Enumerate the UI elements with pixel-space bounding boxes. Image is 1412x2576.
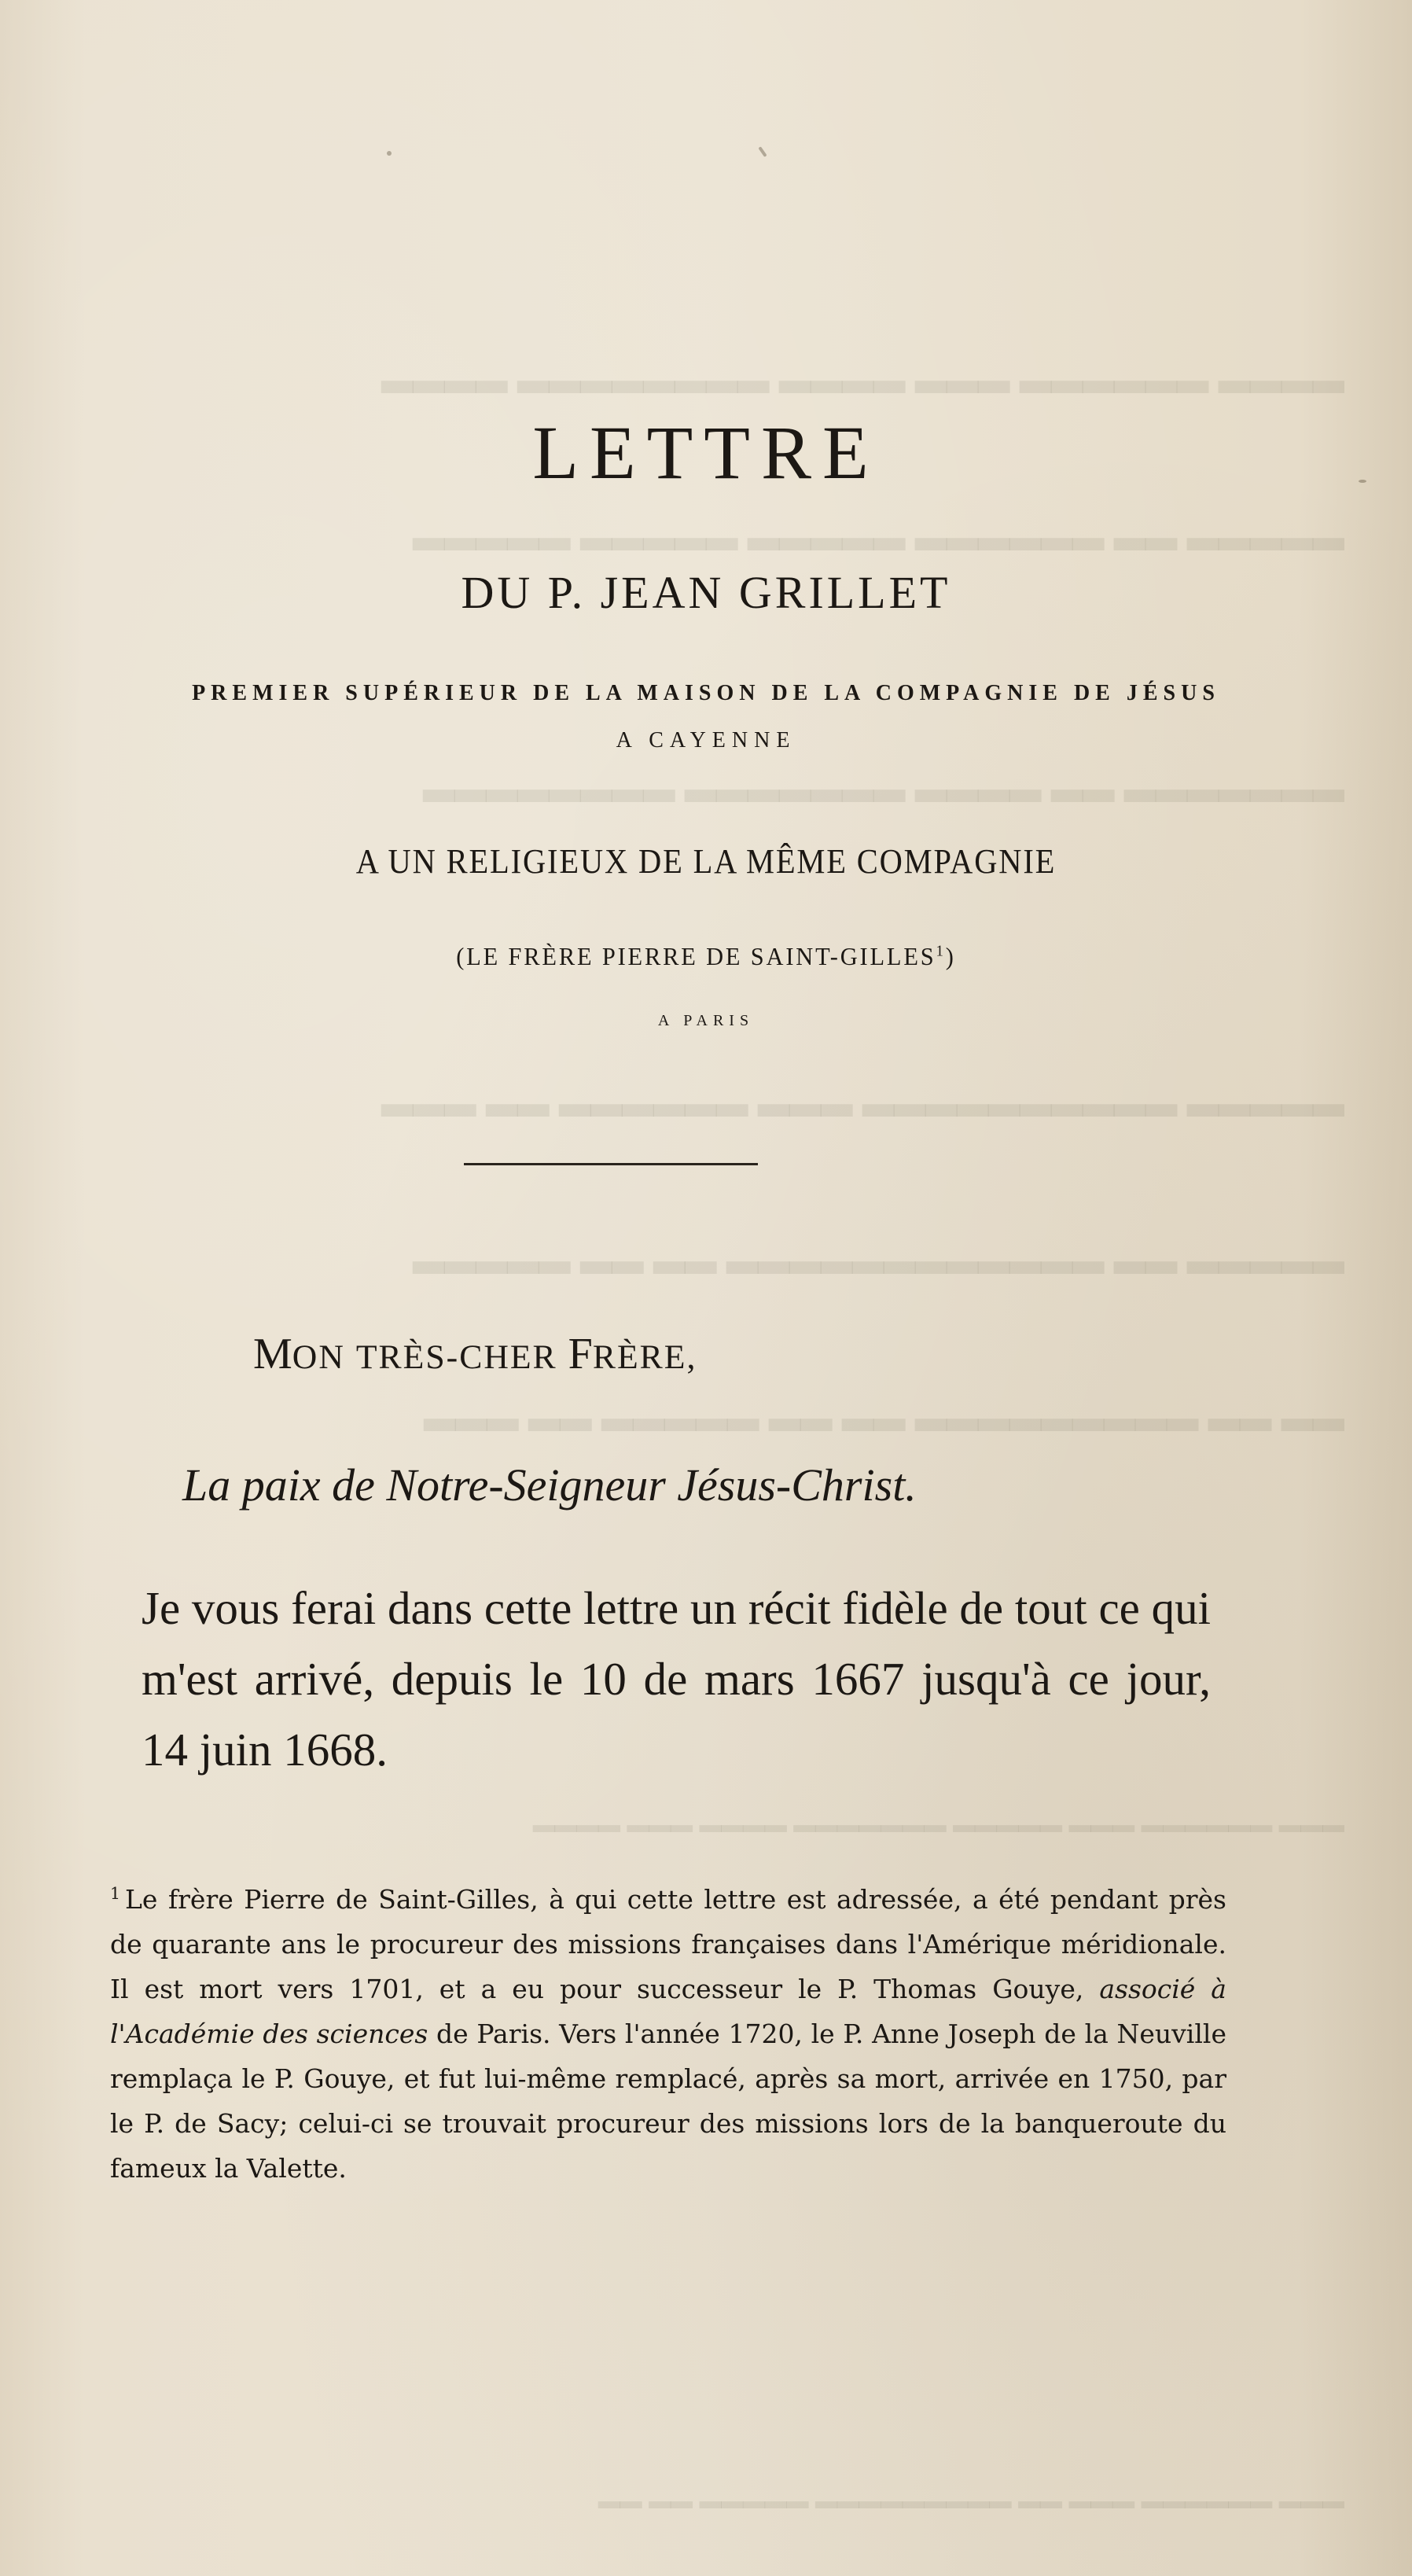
author-location: A CAYENNE [616,728,796,753]
footnote-text: de Paris. Vers l'année 1720, le P. Anne Joseph de la Neuville remplaça le P. Gouye, et fut lui-même remplacé, après sa mort, arrivée en 1750, par le P. de Sacy; celui-ci se trouvait procureur des missions lors de la banqueroute du fameux la Valette. [110,2018,1226,2184]
salutation-initial: F [568,1330,593,1378]
bleed-through-line: ▂▂▂▂ ▂▂▂▂▂▂ ▂▂▂ ▂▂▂▂ ▂▂▂▂▂▂▂▂ ▂▂▂▂ [381,348,1344,392]
footnote-text: Le frère Pierre de Saint-Gilles, à qui cette lettre est adressée, a été pendant près de quarante ans le procureur des missions françaises dans l'Amérique méridionale. Il est mort vers 1701, et a eu pour successeur le P. Thomas Gouye, [110,1884,1226,2004]
letter-recipient: A UN RELIGIEUX DE LA MÊME COMPAGNIE [355,842,1057,881]
bleed-through-line: ▂▂▂▂▂ ▂▂ ▂▂▂▂▂▂▂▂▂▂▂▂ ▂▂ ▂▂ ▂▂▂▂▂ [413,1228,1344,1273]
recipient-note-text: LE FRÈRE PIERRE DE SAINT-GILLES [466,942,936,970]
footnote-reference: 1 [936,942,946,960]
bleed-through-line: ▂▂ ▂▂ ▂▂▂▂▂▂▂▂▂ ▂▂ ▂▂ ▂▂▂▂▂ ▂▂ ▂▂▂ [424,1386,1344,1430]
bleed-through-line: ▂▂▂▂▂▂▂ ▂▂ ▂▂▂▂ ▂▂▂▂▂▂▂ ▂▂▂▂▂▂▂▂ [423,756,1344,801]
section-divider [464,1163,758,1165]
salutation-small-caps: RÈRE, [592,1338,697,1376]
salutation-small-caps: ON [292,1338,345,1376]
footnote-paragraph [110,1871,1226,2191]
footnote-marker: 1 [110,1884,121,1903]
bleed-through-line: ▂▂▂▂▂ ▂▂ ▂▂▂▂▂▂ ▂▂▂▂▂ ▂▂▂▂▂ ▂▂▂▂▂ [413,505,1344,550]
salutation-small-caps: TRÈS-CHER [355,1338,557,1376]
author-qualification: PREMIER SUPÉRIEUR DE LA MAISON DE LA COMPAGNIE DE JÉSUS [192,681,1220,705]
salutation [253,1329,697,1379]
paper-speck [758,146,767,157]
salutation-initial: M [253,1330,292,1378]
footnote-italic: associé à l'Académie des sciences [110,1974,1226,2049]
recipient-note-close-paren: ) [945,942,956,970]
bleed-through-line: ▂▂▂▂▂ ▂▂▂▂▂▂▂▂▂▂ ▂▂▂ ▂▂▂▂▂▂ ▂▂ ▂▂▂ [381,1071,1344,1116]
letter-body [142,1573,1211,1785]
paper-speck [387,151,392,156]
recipient-place: A PARIS [657,1012,755,1029]
bleed-through-line: ▂▂▂ ▂▂▂▂▂▂ ▂▂▂ ▂▂ ▂▂▂▂▂▂▂▂▂ ▂▂▂▂▂ ▂▂ ▂▂ [598,2478,1344,2508]
footnote [110,1871,1226,2191]
recipient-note-open-paren: ( [456,942,467,970]
letter-title: LETTRE [532,410,880,495]
recipient-note [35,942,1377,971]
letter-author: DU P. JEAN GRILLET [461,567,951,618]
bleed-through-line: ▂▂▂ ▂▂▂▂▂▂ ▂▂▂ ▂▂▂▂▂ ▂▂▂▂▂▂▂ ▂▂▂▂ ▂▂▂ ▂▂▂▂ [533,1801,1344,1832]
body-paragraph: Je vous ferai dans cette lettre un récit fidèle de tout ce qui m'est arrivé, depuis le 10 de mars 1667 jusqu'à ce jour, 14 juin 1668. [142,1582,1211,1776]
greeting-line: La paix de Notre-Seigneur Jésus-Christ. [182,1459,917,1511]
